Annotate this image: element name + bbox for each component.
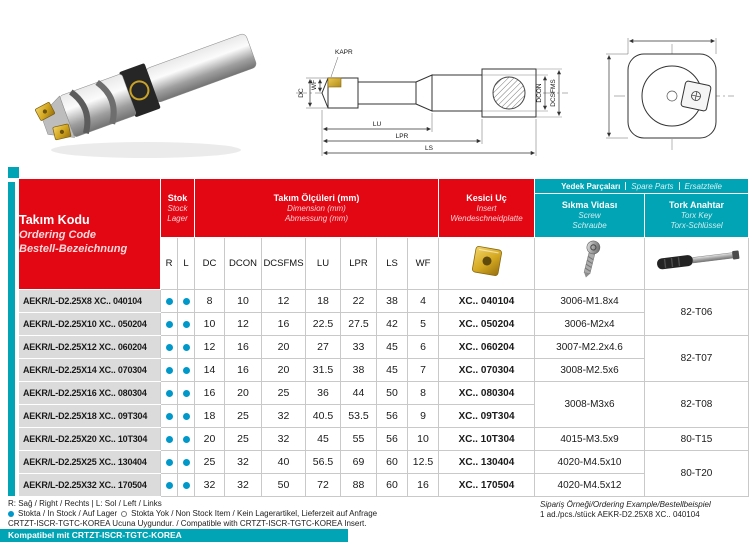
tool-code-cell: AEKR/L-D2.25X16 XC.. 080304	[19, 382, 161, 405]
ordering-code-en: Ordering Code	[19, 228, 97, 241]
insert-photo-cell	[439, 238, 535, 290]
screw-header: Sıkma Vidası Screw Schraube	[535, 194, 645, 238]
ordering-example	[540, 500, 711, 520]
dcon-value: 20	[225, 382, 262, 405]
order-example-value: 1 ad./pcs./stück AEKR-D2.25X8 XC.. 040104	[540, 510, 700, 519]
col-dc: DC	[195, 238, 225, 290]
ls-value: 38	[377, 290, 408, 313]
dc-value: 12	[195, 336, 225, 359]
ls-value: 45	[377, 336, 408, 359]
dcsfms-value: 40	[262, 451, 306, 474]
lu-value: 27	[306, 336, 341, 359]
dcsfms-value: 25	[262, 382, 306, 405]
col-lu: LU	[306, 238, 341, 290]
insert-photo-icon	[457, 238, 517, 284]
side-view-diagram	[282, 38, 574, 165]
stock-dot-icon	[183, 436, 190, 443]
stock-dot-icon	[166, 344, 173, 351]
dc-value: 16	[195, 382, 225, 405]
label-dc: DC	[298, 88, 305, 98]
stock-dot-icon	[166, 321, 173, 328]
label-lpr: LPR	[395, 133, 409, 140]
stock-l-dot	[178, 382, 195, 405]
insert-code-cell: XC.. 10T304	[439, 428, 535, 451]
stock-dot-icon	[166, 436, 173, 443]
stock-r-dot	[161, 451, 178, 474]
ls-value: 60	[377, 451, 408, 474]
stock-dot-icon	[166, 459, 173, 466]
dc-value: 18	[195, 405, 225, 428]
compatibility-bar: Kompatibel mit CRTZT-ISCR-TGTC-KOREA	[0, 529, 348, 542]
wf-value: 6	[408, 336, 439, 359]
insert-code-cell: XC.. 09T304	[439, 405, 535, 428]
accent-strip	[8, 182, 15, 496]
drill-tool-photo	[26, 6, 268, 168]
ordering-code-tr: Takım Kodu	[19, 212, 90, 227]
lpr-value: 44	[341, 382, 377, 405]
dcsfms-value: 50	[262, 474, 306, 497]
ordering-code-header	[19, 179, 161, 290]
tool-code-cell: AEKR/L-D2.25X14 XC.. 070304	[19, 359, 161, 382]
stock-l-dot	[178, 290, 195, 313]
dcsfms-value: 16	[262, 313, 306, 336]
wf-value: 16	[408, 474, 439, 497]
dc-value: 20	[195, 428, 225, 451]
lpr-value: 53.5	[341, 405, 377, 428]
screw-code-cell: 4020-M4.5x12	[535, 474, 645, 497]
stock-r-dot	[161, 474, 178, 497]
insert-code-cell: XC.. 040104	[439, 290, 535, 313]
insert-code-cell: XC.. 060204	[439, 336, 535, 359]
col-lpr: LPR	[341, 238, 377, 290]
stock-dot-icon	[166, 482, 173, 489]
dc-value: 8	[195, 290, 225, 313]
dc-value: 32	[195, 474, 225, 497]
lpr-value: 55	[341, 428, 377, 451]
wf-value: 4	[408, 290, 439, 313]
ls-value: 60	[377, 474, 408, 497]
wf-value: 8	[408, 382, 439, 405]
ls-value: 42	[377, 313, 408, 336]
lu-value: 22.5	[306, 313, 341, 336]
stock-dot-icon	[166, 390, 173, 397]
tool-code-cell: AEKR/L-D2.25X10 XC.. 050204	[19, 313, 161, 336]
stock-dot-icon	[183, 367, 190, 374]
wf-value: 9	[408, 405, 439, 428]
col-dcsfms: DCSFMS	[262, 238, 306, 290]
stock-dot-icon	[183, 321, 190, 328]
ls-value: 50	[377, 382, 408, 405]
ls-value: 56	[377, 428, 408, 451]
insert-code-cell: XC.. 050204	[439, 313, 535, 336]
tool-code-cell: AEKR/L-D2.25X20 XC.. 10T304	[19, 428, 161, 451]
tool-code-cell: AEKR/L-D2.25X8 XC.. 040104	[19, 290, 161, 313]
accent-square	[8, 167, 19, 178]
stock-r-dot	[161, 405, 178, 428]
wf-value: 7	[408, 359, 439, 382]
lpr-value: 22	[341, 290, 377, 313]
spare-parts-header: Yedek Parçaları Spare Parts Ersatzteile	[535, 179, 749, 194]
screw-code-cell: 4020-M4.5x10	[535, 451, 645, 474]
col-r: R	[161, 238, 178, 290]
non-stock-label: Stokta Yok / Non Stock Item / Kein Lagerartikel, Lieferzeit auf Anfrage	[131, 509, 378, 518]
stock-l-dot	[178, 359, 195, 382]
stock-dot-icon	[166, 367, 173, 374]
stock-l-dot	[178, 405, 195, 428]
lu-value: 45	[306, 428, 341, 451]
dc-value: 25	[195, 451, 225, 474]
insert-code-cell: XC.. 070304	[439, 359, 535, 382]
screw-code-cell: 3006-M1.8x4	[535, 290, 645, 313]
end-view-diagram	[592, 28, 750, 166]
col-wf: WF	[408, 238, 439, 290]
non-stock-dot-icon	[121, 511, 127, 517]
stock-header: Stok Stock Lager	[161, 179, 195, 238]
stock-dot-icon	[183, 344, 190, 351]
technical-drawing-end-view	[592, 28, 750, 166]
dcon-value: 32	[225, 474, 262, 497]
dcsfms-value: 32	[262, 405, 306, 428]
insert-code-cell: XC.. 130404	[439, 451, 535, 474]
dcsfms-value: 12	[262, 290, 306, 313]
compat-note: CRTZT-ISCR-TGTC-KOREA Ucuna Uygundur. / Compatible with CRTZT-ISCR-TGTC-KOREA Insert.	[8, 519, 367, 528]
stock-r-dot	[161, 382, 178, 405]
tool-code-cell: AEKR/L-D2.25X25 XC.. 130404	[19, 451, 161, 474]
lpr-value: 33	[341, 336, 377, 359]
torx-code-cell: 80-T15	[645, 428, 749, 451]
product-photo	[26, 6, 268, 168]
lpr-value: 27.5	[341, 313, 377, 336]
torx-code-cell: 82-T06	[645, 290, 749, 336]
screw-code-cell: 3007-M2.2x4.6	[535, 336, 645, 359]
dcon-value: 16	[225, 336, 262, 359]
label-ls: LS	[425, 145, 433, 152]
screw-photo-icon	[570, 238, 610, 284]
torx-key-photo-cell	[645, 238, 749, 290]
order-example-label: Sipariş Örneği/Ordering Example/Bestellbeispiel	[540, 500, 711, 509]
col-l: L	[178, 238, 195, 290]
stock-dot-icon	[183, 482, 190, 489]
stock-l-dot	[178, 451, 195, 474]
dc-value: 14	[195, 359, 225, 382]
dcsfms-value: 20	[262, 359, 306, 382]
dcon-value: 25	[225, 405, 262, 428]
torx-header: Tork Anahtar Torx Key Torx-Schlüssel	[645, 194, 749, 238]
screw-code-cell: 3006-M2x4	[535, 313, 645, 336]
legend-stock	[8, 509, 377, 519]
in-stock-label: Stokta / In Stock / Auf Lager	[18, 509, 118, 518]
dcon-value: 32	[225, 451, 262, 474]
screw-photo-cell	[535, 238, 645, 290]
stock-l-dot	[178, 474, 195, 497]
stock-r-dot	[161, 359, 178, 382]
lu-value: 56.5	[306, 451, 341, 474]
lu-value: 40.5	[306, 405, 341, 428]
wf-value: 10	[408, 428, 439, 451]
tool-code-cell: AEKR/L-D2.25X12 XC.. 060204	[19, 336, 161, 359]
tool-code-cell: AEKR/L-D2.25X18 XC.. 09T304	[19, 405, 161, 428]
torx-code-cell: 82-T08	[645, 382, 749, 428]
stock-r-dot	[161, 336, 178, 359]
legend-rl: R: Sağ / Right / Rechts | L: Sol / Left / Links	[8, 499, 162, 508]
ls-value: 56	[377, 405, 408, 428]
insert-code-cell: XC.. 080304	[439, 382, 535, 405]
in-stock-dot-icon	[8, 511, 14, 517]
dcon-value: 10	[225, 290, 262, 313]
stock-dot-icon	[183, 459, 190, 466]
dcon-value: 16	[225, 359, 262, 382]
technical-drawing-side-view	[282, 38, 574, 165]
screw-code-cell: 3008-M2.5x6	[535, 359, 645, 382]
screw-code-cell: 4015-M3.5x9	[535, 428, 645, 451]
ordering-code-de: Bestell-Bezeichnung	[19, 242, 128, 255]
lpr-value: 88	[341, 474, 377, 497]
label-lu: LU	[372, 121, 382, 128]
label-dcon: DCON	[536, 83, 543, 103]
wf-value: 12.5	[408, 451, 439, 474]
insert-header: Kesici Uç Insert Wendeschneidplatte	[439, 179, 535, 238]
stock-l-dot	[178, 313, 195, 336]
lu-value: 31.5	[306, 359, 341, 382]
stock-dot-icon	[166, 298, 173, 305]
dcsfms-value: 20	[262, 336, 306, 359]
stock-l-dot	[178, 336, 195, 359]
stock-r-dot	[161, 428, 178, 451]
torx-code-cell: 80-T20	[645, 451, 749, 497]
stock-l-dot	[178, 428, 195, 451]
label-wf: WF	[311, 79, 318, 91]
lu-value: 72	[306, 474, 341, 497]
lpr-value: 38	[341, 359, 377, 382]
footnotes	[8, 499, 377, 529]
wf-value: 5	[408, 313, 439, 336]
lu-value: 36	[306, 382, 341, 405]
stock-r-dot	[161, 290, 178, 313]
stock-dot-icon	[183, 413, 190, 420]
tool-code-cell: AEKR/L-D2.25X32 XC.. 170504	[19, 474, 161, 497]
ls-value: 45	[377, 359, 408, 382]
dc-value: 10	[195, 313, 225, 336]
stock-dot-icon	[166, 413, 173, 420]
dcon-value: 12	[225, 313, 262, 336]
torx-key-photo-icon	[649, 238, 745, 284]
insert-code-cell: XC.. 170504	[439, 474, 535, 497]
stock-r-dot	[161, 313, 178, 336]
torx-code-cell: 82-T07	[645, 336, 749, 382]
dcsfms-value: 32	[262, 428, 306, 451]
lu-value: 18	[306, 290, 341, 313]
stock-dot-icon	[183, 298, 190, 305]
col-ls: LS	[377, 238, 408, 290]
screw-code-cell: 3008-M3x6	[535, 382, 645, 428]
dcon-value: 25	[225, 428, 262, 451]
col-dcon: DCON	[225, 238, 262, 290]
spec-table	[18, 178, 749, 497]
label-dcsfms: DCSFMS	[550, 79, 557, 107]
lpr-value: 69	[341, 451, 377, 474]
stock-dot-icon	[183, 390, 190, 397]
label-kapr: KAPR	[335, 49, 353, 56]
dimensions-header: Takım Ölçüleri (mm) Dimension (mm) Abmessung (mm)	[195, 179, 439, 238]
